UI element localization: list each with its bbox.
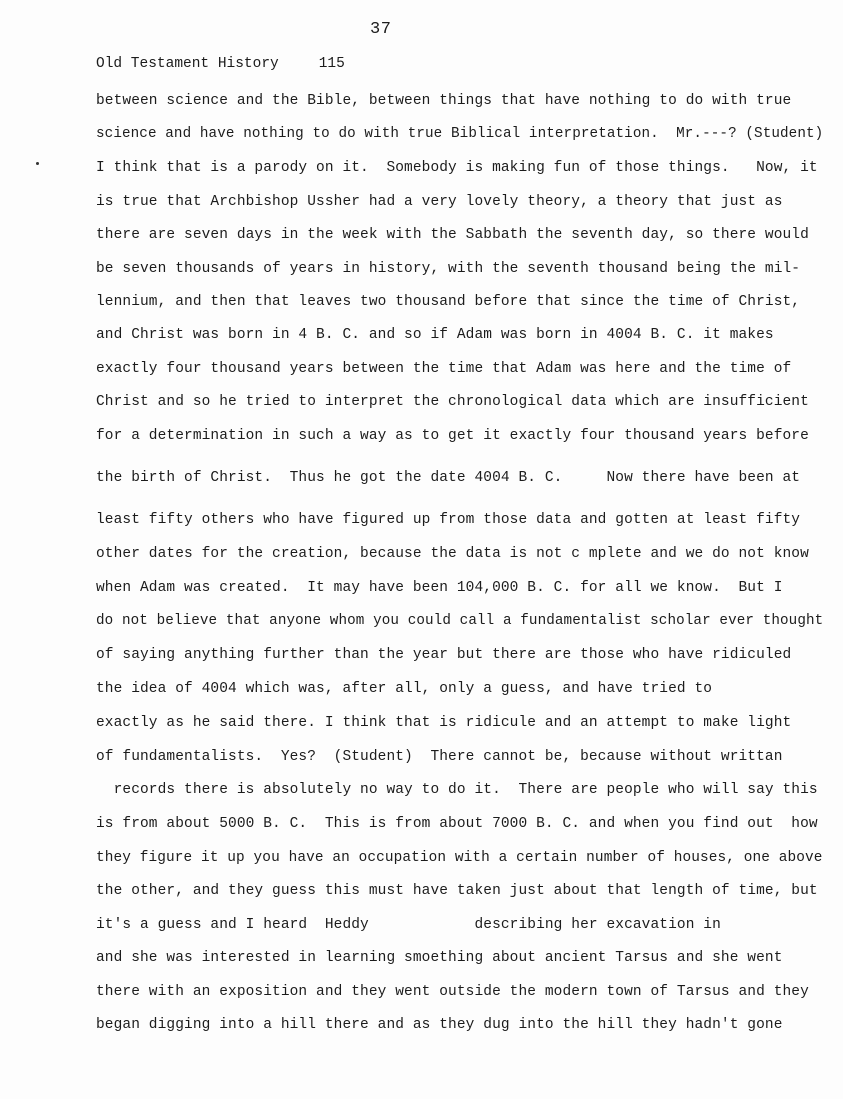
text-line: they figure it up you have an occupation with a certain number of houses, one above [96,850,823,866]
text-line: exactly four thousand years between the time that Adam was here and the time of [96,361,792,377]
text-line: lennium, and then that leaves two thousand before that since the time of Christ, [96,294,801,310]
text-line: between science and the Bible, between things that have nothing to do with true [96,93,792,109]
text-line: and she was interested in learning smoething about ancient Tarsus and she went [96,950,783,966]
header-title: Old Testament History [96,56,279,72]
text-line: of fundamentalists. Yes? (Student) There cannot be, because without writtan [96,749,783,765]
text-line: there with an exposition and they went outside the modern town of Tarsus and they [96,984,809,1000]
text-line: when Adam was created. It may have been 104,000 B. C. for all we know. But I [96,580,783,596]
text-line: be seven thousands of years in history, with the seventh thousand being the mil- [96,261,801,277]
text-line: the idea of 4004 which was, after all, only a guess, and have tried to [96,681,713,697]
text-line: the birth of Christ. Thus he got the date 4004 B. C. Now there have been at [96,470,801,486]
text-line: is true that Archbishop Ussher had a very lovely theory, a theory that just as [96,194,783,210]
text-line: records there is absolutely no way to do it. There are people who will say this [96,782,818,798]
text-line: Christ and so he tried to interpret the chronological data which are insufficient [96,394,809,410]
text-line: it's a guess and I heard Heddy describing her excavation in [96,917,721,933]
text-line: is from about 5000 B. C. This is from about 7000 B. C. and when you find out how [96,816,818,832]
text-line: and Christ was born in 4 B. C. and so if Adam was born in 4004 B. C. it makes [96,327,774,343]
text-line: of saying anything further than the year but there are those who have ridiculed [96,647,792,663]
text-line: least fifty others who have figured up from those data and gotten at least fifty [96,512,801,528]
text-line: for a determination in such a way as to get it exactly four thousand years before [96,428,809,444]
text-line: I think that is a parody on it. Somebody is making fun of those things. Now, it [96,160,818,176]
text-line: exactly as he said there. I think that is ridicule and an attempt to make light [96,715,792,731]
text-line: the other, and they guess this must have taken just about that length of time, but [96,883,818,899]
text-line: other dates for the creation, because the data is not c mplete and we do not know [96,546,809,562]
text-line: began digging into a hill there and as they dug into the hill they hadn't gone [96,1017,783,1033]
page-number: 37 [370,20,392,39]
text-line: there are seven days in the week with the Sabbath the seventh day, so there would [96,227,809,243]
header-page-ref: 115 [318,56,345,72]
text-line: science and have nothing to do with true Biblical interpretation. Mr.---? (Student) [96,126,824,142]
text-line: do not believe that anyone whom you could call a fundamentalist scholar ever thought [96,613,824,629]
